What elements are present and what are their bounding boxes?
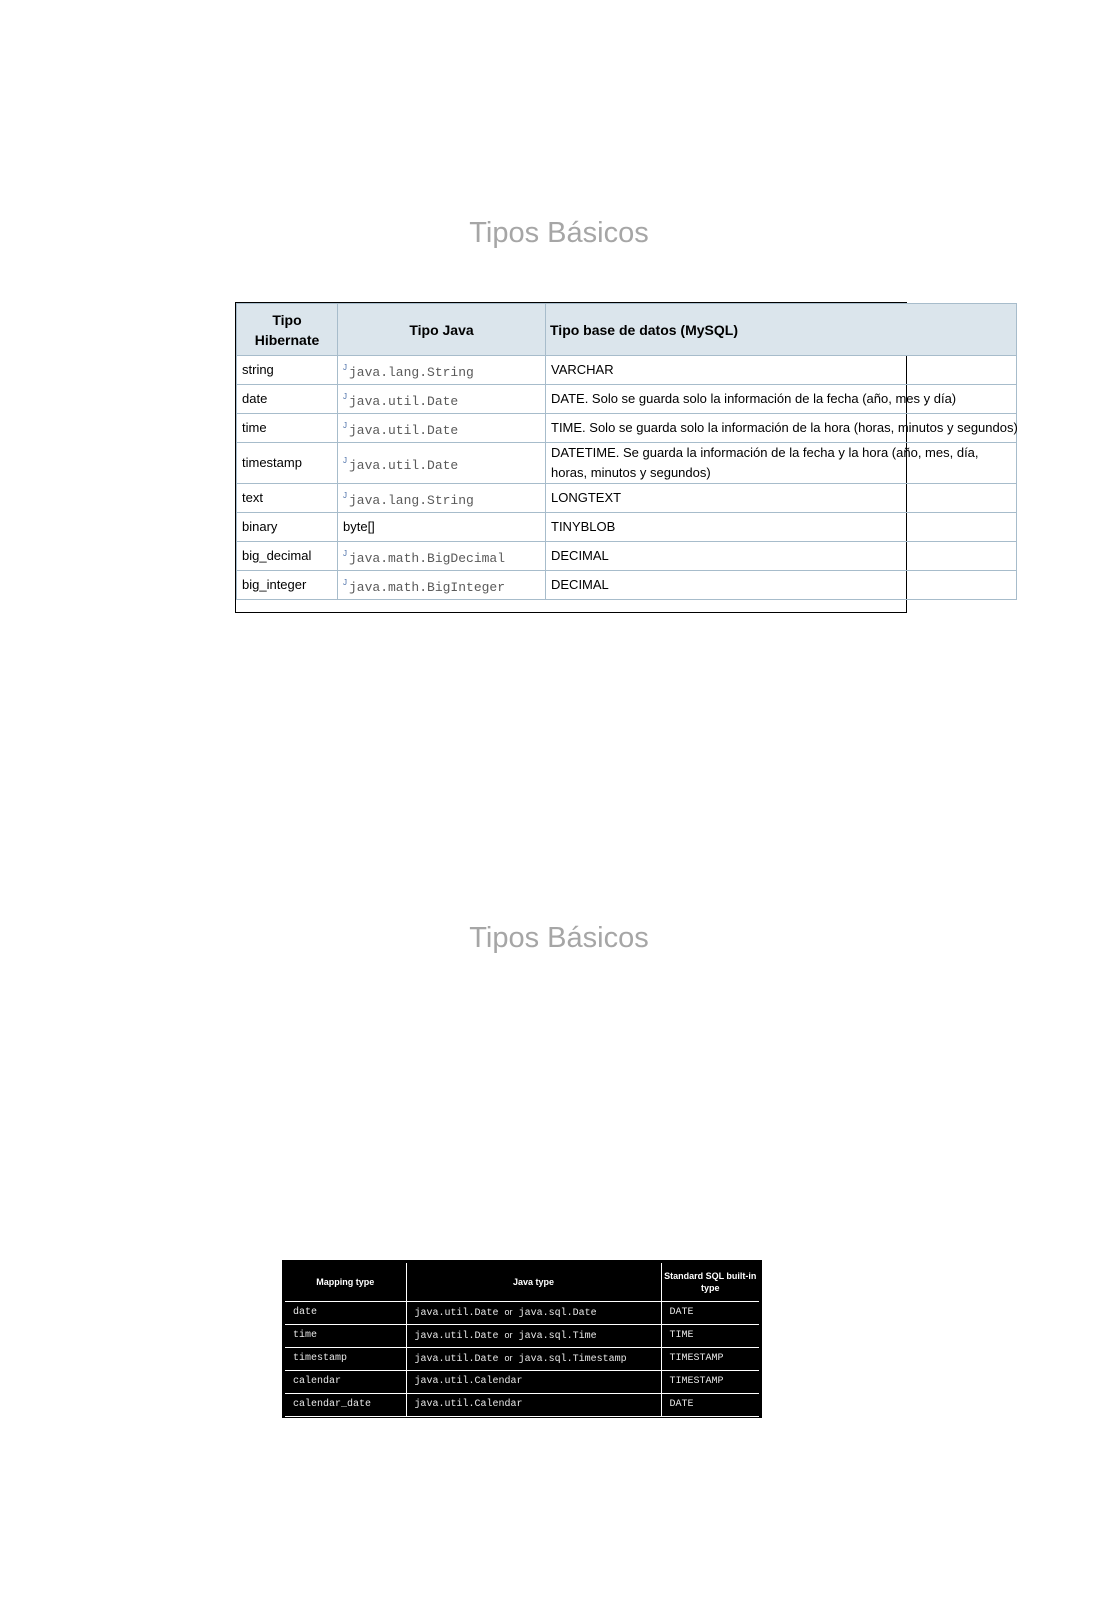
hibernate-type-cell: big_integer: [237, 571, 338, 600]
java-link-icon: J: [343, 577, 347, 587]
hibernate-types-table-container: [235, 302, 1018, 613]
hibernate-type-cell: big_decimal: [237, 542, 338, 571]
hibernate-type-cell: text: [237, 484, 338, 513]
table-row: [285, 1371, 759, 1394]
mapping-types-table: [285, 1263, 759, 1417]
java-link-icon: J: [343, 420, 347, 430]
sql-type-cell: TIMESTAMP: [661, 1371, 759, 1394]
hibernate-type-cell: time: [237, 414, 338, 443]
table-row: [285, 1302, 759, 1325]
header-java-type: Java type: [406, 1263, 661, 1302]
sql-type-cell: DATE: [661, 1394, 759, 1417]
java-type-link[interactable]: $^J$ java.util.Date: [338, 385, 546, 414]
db-type-cell: VARCHAR: [546, 356, 1017, 385]
java-link-icon: J: [343, 455, 347, 465]
mapping-types-table-container: [282, 1260, 762, 1418]
java-type-cell: byte[]: [338, 513, 546, 542]
table-row: [285, 1348, 759, 1371]
hibernate-type-cell: binary: [237, 513, 338, 542]
header-tipo-hibernate: Tipo Hibernate: [237, 304, 338, 356]
table-row: [237, 513, 1017, 542]
slide-title-1: Tipos Básicos: [469, 217, 649, 249]
db-type-cell: TIME. Solo se guarda solo la información de la hora (horas, minutos y segundos): [546, 414, 1017, 443]
header-tipo-base-datos: Tipo base de datos (MySQL): [546, 304, 1017, 356]
db-type-cell: DATETIME. Se guarda la información de la fecha y la hora (año, mes, día, horas, minutos y segundos): [546, 443, 1017, 484]
table-row: [285, 1325, 759, 1348]
java-link-icon: J: [343, 391, 347, 401]
java-type-link[interactable]: $^J$ java.math.BigInteger: [338, 571, 546, 600]
table-row: [237, 571, 1017, 600]
header-mapping-type: Mapping type: [285, 1263, 406, 1302]
java-type-link[interactable]: $^J$ java.util.Date: [338, 414, 546, 443]
table-row: [285, 1394, 759, 1417]
mapping-type-cell: time: [285, 1325, 406, 1348]
table-row: [237, 443, 1017, 484]
mapping-type-cell: date: [285, 1302, 406, 1325]
table-header-row: [285, 1263, 759, 1302]
db-type-cell: DECIMAL: [546, 571, 1017, 600]
java-type-link[interactable]: $^J$ java.math.BigDecimal: [338, 542, 546, 571]
java-type-link[interactable]: $^J$ java.util.Date: [338, 443, 546, 484]
hibernate-types-table: [236, 303, 1017, 600]
java-type-cell: java.util.Date or java.sql.Timestamp: [406, 1348, 661, 1371]
mapping-type-cell: calendar: [285, 1371, 406, 1394]
mapping-type-cell: timestamp: [285, 1348, 406, 1371]
db-type-cell: DATE. Solo se guarda solo la información de la fecha (año, mes y día): [546, 385, 1017, 414]
table-row: [237, 385, 1017, 414]
table-row: [237, 542, 1017, 571]
hibernate-type-cell: timestamp: [237, 443, 338, 484]
java-link-icon: J: [343, 362, 347, 372]
java-type-link[interactable]: $^J$ java.lang.String: [338, 484, 546, 513]
slide-title-2: Tipos Básicos: [469, 922, 649, 954]
java-type-link[interactable]: $^J$ java.lang.String: [338, 356, 546, 385]
header-tipo-java: Tipo Java: [338, 304, 546, 356]
sql-type-cell: DATE: [661, 1302, 759, 1325]
hibernate-type-cell: date: [237, 385, 338, 414]
java-type-cell: java.util.Calendar: [406, 1394, 661, 1417]
table-row: [237, 414, 1017, 443]
header-standard-sql-type: Standard SQL built-in type: [661, 1263, 759, 1302]
table-row: [237, 484, 1017, 513]
java-type-cell: java.util.Calendar: [406, 1371, 661, 1394]
db-type-cell: TINYBLOB: [546, 513, 1017, 542]
hibernate-type-cell: string: [237, 356, 338, 385]
java-link-icon: J: [343, 490, 347, 500]
java-type-cell: java.util.Date or java.sql.Date: [406, 1302, 661, 1325]
java-type-cell: java.util.Date or java.sql.Time: [406, 1325, 661, 1348]
mapping-type-cell: calendar_date: [285, 1394, 406, 1417]
db-type-cell: DECIMAL: [546, 542, 1017, 571]
db-type-cell: LONGTEXT: [546, 484, 1017, 513]
table-header-row: [237, 304, 1017, 356]
sql-type-cell: TIMESTAMP: [661, 1348, 759, 1371]
table-row: [237, 356, 1017, 385]
sql-type-cell: TIME: [661, 1325, 759, 1348]
java-link-icon: J: [343, 548, 347, 558]
